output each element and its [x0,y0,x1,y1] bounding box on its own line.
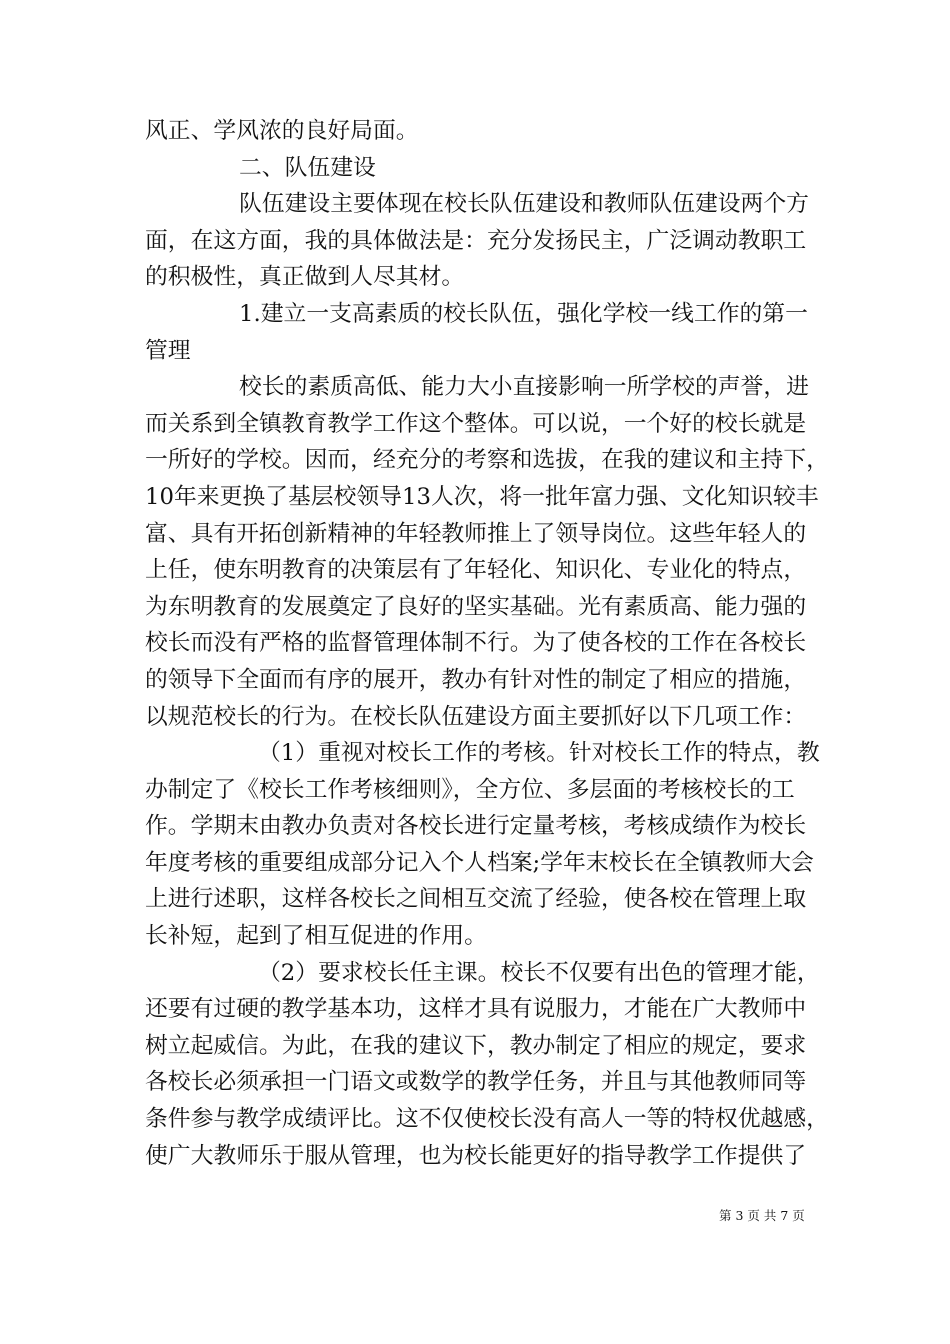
text-line: 作。学期末由教办负责对各校长进行定量考核，考核成绩作为校长 [145,813,807,840]
text-line: 一所好的学校。因而，经充分的考察和选拔，在我的建议和主持下， [145,447,829,474]
document-body [145,113,829,1174]
text-line: 校长的素质高低、能力大小直接影响一所学校的声誉，进 [239,374,809,401]
text-line: 面，在这方面，我的具体做法是：充分发扬民主，广泛调动教职工 [145,227,807,254]
text-line: 年度考核的重要组成部分记入个人档案;学年末校长在全镇教师大会 [145,849,814,876]
text-line: 的积极性，真正做到人尽其材。 [145,264,465,291]
text-line: 各校长必须承担一门语文或数学的教学任务，并且与其他教师同等 [145,1069,807,1096]
text-line: 而关系到全镇教育教学工作这个整体。可以说，一个好的校长就是 [145,410,807,437]
text-line: 条件参与教学成绩评比。这不仅使校长没有高人一等的特权优越感， [145,1106,829,1133]
page-number: 第 3 页 共 7 页 [719,1208,805,1223]
list-item-heading: （1）重视对校长工作的考核。针对校长工作的特点，教 [258,740,820,767]
text-line: 校长而没有严格的监督管理体制不行。为了使各校的工作在各校长 [145,630,807,657]
section-heading: 二、队伍建设 [239,154,376,181]
text-line: 为东明教育的发展奠定了良好的坚实基础。光有素质高、能力强的 [145,593,807,620]
text-line: 上进行述职，这样各校长之间相互交流了经验，使各校在管理上取 [145,886,807,913]
text-line: 风正、学风浓的良好局面。 [145,118,419,144]
text-line: 10年来更换了基层校领导13人次，将一批年富力强、文化知识较丰 [145,483,819,510]
text-line: 以规范校长的行为。在校长队伍建设方面主要抓好以下几项工作： [145,703,807,730]
text-line: 的领导下全面而有序的展开，教办有针对性的制定了相应的措施， [145,666,807,693]
subsection-heading-cont: 管理 [145,337,191,364]
text-line: 还要有过硬的教学基本功，这样才具有说服力，才能在广大教师中 [145,996,807,1023]
text-line: 富、具有开拓创新精神的年轻教师推上了领导岗位。这些年轻人的 [145,520,807,547]
text-line: 使广大教师乐于服从管理，也为校长能更好的指导教学工作提供了 [145,1142,807,1169]
subsection-heading: 1.建立一支高素质的校长队伍，强化学校一线工作的第一 [239,300,808,327]
list-item-heading: （2）要求校长任主课。校长不仅要有出色的管理才能， [258,959,820,986]
text-line: 树立起威信。为此，在我的建议下，教办制定了相应的规定，要求 [145,1032,807,1059]
text-line: 长补短，起到了相互促进的作用。 [145,923,487,950]
text-line: 办制定了《校长工作考核细则》，全方位、多层面的考核校长的工 [145,776,795,803]
text-line: 队伍建设主要体现在校长队伍建设和教师队伍建设两个方 [239,191,809,218]
text-line: 上任，使东明教育的决策层有了年轻化、知识化、专业化的特点， [145,557,807,584]
